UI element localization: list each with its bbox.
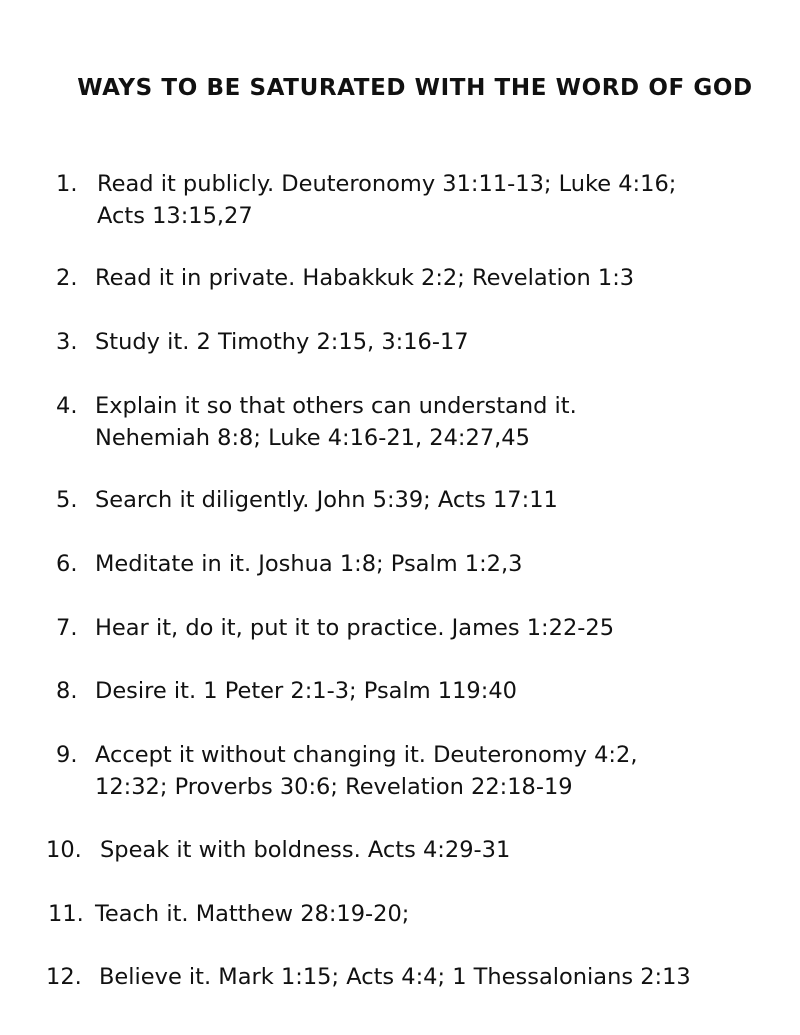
- item-text-line: Study it. 2 Timothy 2:15, 3:16-17: [95, 329, 469, 355]
- item-text-line: Read it in private. Habakkuk 2:2; Revelation 1:3: [95, 265, 635, 291]
- item-number: 11.: [48, 901, 84, 927]
- item-text: [95, 612, 614, 644]
- item-text: [95, 675, 517, 707]
- item-text-line: 12:32; Proverbs 30:6; Revelation 22:18-19: [95, 774, 573, 800]
- item-number: 6.: [56, 551, 78, 577]
- item-text-line: Desire it. 1 Peter 2:1-3; Psalm 119:40: [95, 678, 517, 704]
- item-number: 7.: [56, 615, 78, 641]
- item-text: [95, 262, 634, 294]
- item-text: [95, 548, 522, 580]
- item-number: 8.: [56, 678, 78, 704]
- item-text-line: Accept it without changing it. Deuteronomy 4:2,: [95, 742, 638, 768]
- item-text-line: Believe it. Mark 1:15; Acts 4:4; 1 Thessalonians 2:13: [99, 964, 691, 990]
- item-text: [95, 484, 558, 516]
- item-text-line: Explain it so that others can understand it.: [95, 393, 577, 419]
- item-number: 5.: [56, 487, 78, 513]
- item-text-line: Acts 13:15,27: [97, 203, 253, 229]
- item-text: [95, 390, 577, 454]
- item-text-line: Hear it, do it, put it to practice. James 1:22-25: [95, 615, 615, 641]
- item-text: [95, 898, 409, 930]
- item-text: [95, 739, 637, 803]
- item-number: 4.: [56, 393, 78, 419]
- item-text-line: Search it diligently. John 5:39; Acts 17:11: [95, 487, 558, 513]
- item-text-line: Teach it. Matthew 28:19-20;: [95, 901, 410, 927]
- item-text: [100, 834, 510, 866]
- item-text-line: Meditate in it. Joshua 1:8; Psalm 1:2,3: [95, 551, 523, 577]
- item-text: [95, 326, 469, 358]
- item-number: 12.: [46, 964, 82, 990]
- item-number: 3.: [56, 329, 78, 355]
- item-text-line: Speak it with boldness. Acts 4:29-31: [100, 837, 511, 863]
- item-number: 9.: [56, 742, 78, 768]
- item-text: [99, 961, 691, 993]
- page-title: WAYS TO BE SATURATED WITH THE WORD OF GOD: [77, 75, 753, 101]
- item-text-line: Read it publicly. Deuteronomy 31:11-13; Luke 4:16;: [97, 171, 677, 197]
- item-number: 10.: [46, 837, 82, 863]
- item-text-line: Nehemiah 8:8; Luke 4:16-21, 24:27,45: [95, 425, 530, 451]
- item-number: 2.: [56, 265, 78, 291]
- item-number: 1.: [56, 171, 78, 197]
- item-text: [97, 168, 676, 232]
